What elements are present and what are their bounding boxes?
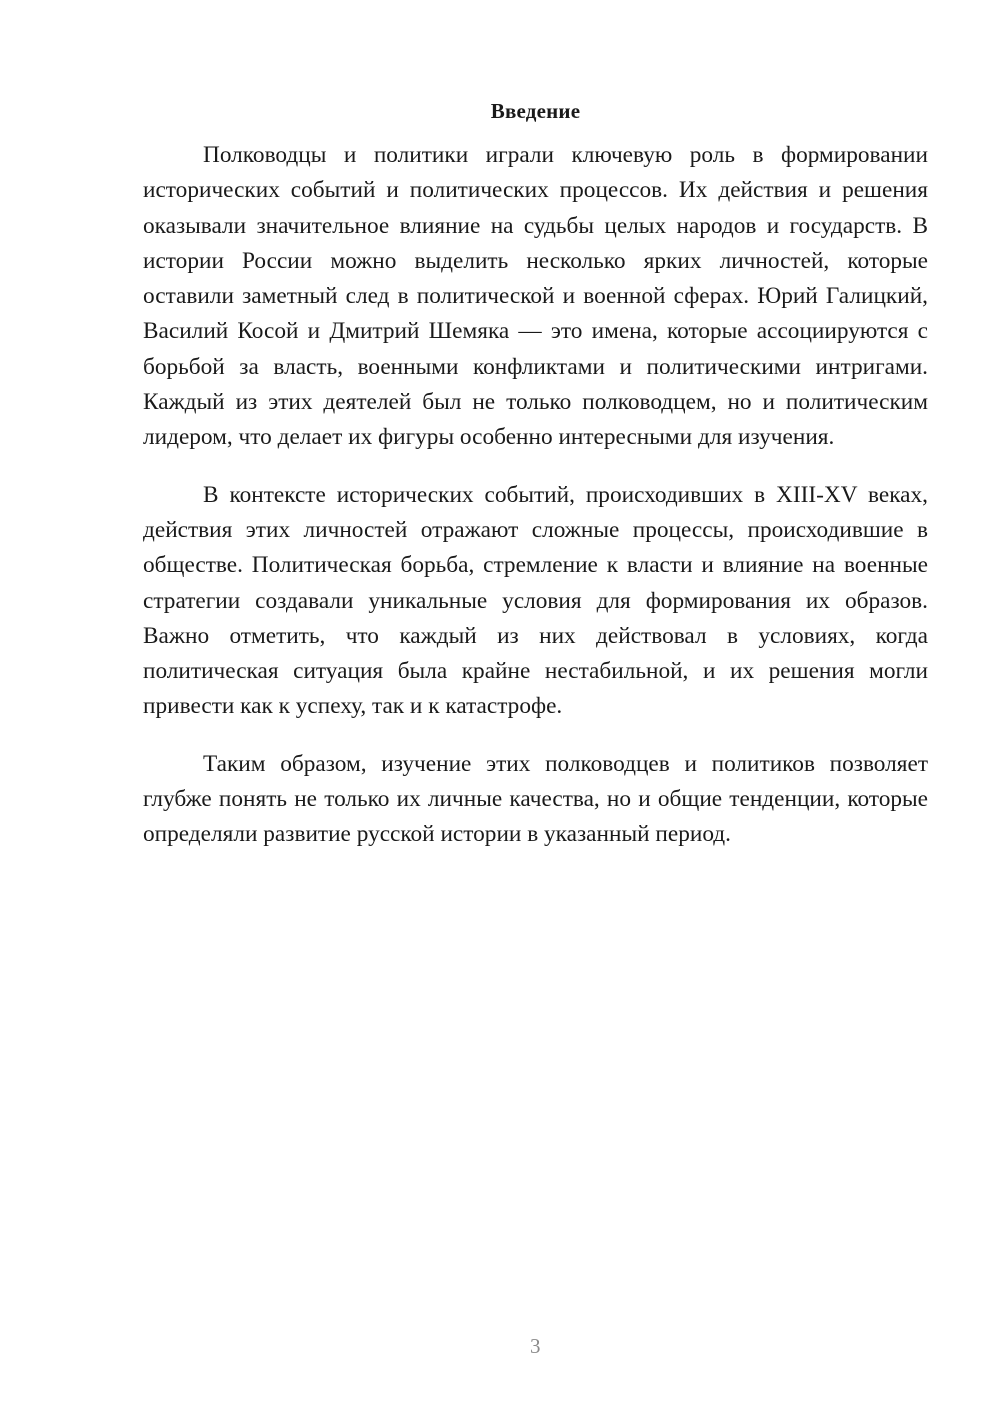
paragraph-2: В контексте исторических событий, происходивших в XIII-XV веках, действия этих личностей отражают сложные процессы, происходившие в обществе. Политическая борьба, стремление к власти и влияние на военные стратегии создавали уникальные условия для формирования их образов. Важно отметить, что каждый из них действовал в условиях, когда политическая ситуация была крайне нестабильной, и их решения могли привести как к успеху, так и к катастрофе. <box>143 481 928 720</box>
section-title: Введение <box>490 99 581 123</box>
page-content <box>143 96 928 875</box>
paragraph-3: Таким образом, изучение этих полководцев и политиков позволяет глубже понять не только их личные качества, но и общие тенденции, которые определяли развитие русской истории в указанный период. <box>143 750 928 848</box>
page-number: 3 <box>530 1334 541 1358</box>
paragraph-1: Полководцы и политики играли ключевую роль в формировании исторических событий и политических процессов. Их действия и решения оказывали значительное влияние на судьбы целых народов и государств. В истории России можно выделить несколько ярких личностей, которые оставили заметный след в политической и военной сферах. Юрий Галицкий, Василий Косой и Дмитрий Шемяка — это имена, которые ассоциируются с борьбой за власть, военными конфликтами и политическими интригами. Каждый из этих деятелей был не только полководцем, но и политическим лидером, что делает их фигуры особенно интересными для изучения. <box>143 142 928 451</box>
